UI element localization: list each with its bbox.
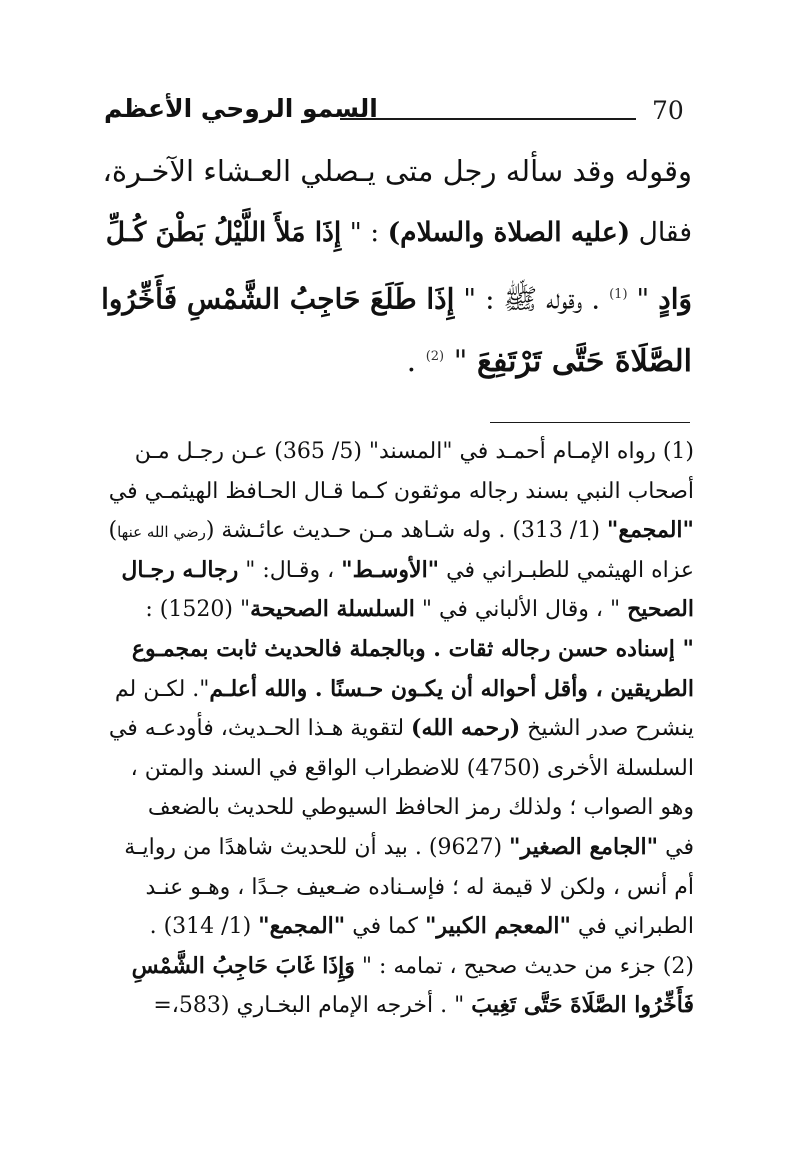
- page-header: [100, 92, 690, 136]
- footnote-line: [98, 670, 694, 710]
- footnote-text: ". لكـن لم: [114, 676, 210, 702]
- footnote-line: [98, 432, 694, 472]
- footnote-line: [98, 511, 694, 551]
- footnote-line: [98, 749, 694, 789]
- main-line-2: [98, 202, 692, 264]
- main-text-span: ": [627, 282, 659, 316]
- main-text-span: . وقوله: [537, 282, 610, 316]
- quote-bold: الصحيح: [627, 596, 694, 623]
- header-rule: [340, 118, 636, 120]
- footnote-ref-1[interactable]: (1): [609, 287, 628, 302]
- honorific-glyph: ﷺ: [503, 282, 538, 316]
- main-line-3: [98, 264, 692, 326]
- footnote-line: [98, 551, 694, 591]
- hadith-text: إِذَا مَلأَ اللَّيْلُ بَطْنَ كُـلِّ: [105, 217, 342, 248]
- footnote-text: " . أخرجه الإمام البخـاري (583،=: [153, 993, 472, 1019]
- main-line-1: [98, 140, 692, 202]
- footnote-text: (2) جزء من حديث صحيح ، تمامه : ": [354, 953, 694, 979]
- source-title: "المعجم الكبير": [424, 913, 571, 940]
- hadith-text: فَأَخِّرُوا الصَّلَاةَ حَتَّى تَغِيبَ: [471, 992, 694, 1019]
- main-text-span: فقال: [630, 217, 692, 248]
- footnote-line: [98, 986, 694, 1026]
- footnote-text: (1/ 313) . وله شـاهد مـن حـديث عائـشة (: [205, 518, 607, 544]
- quote-bold: رجالـه رجـال: [121, 556, 239, 583]
- hadith-text: إِذَا طَلَعَ حَاجِبُ الشَّمْسِ فَأَخِّرُوا: [101, 282, 455, 316]
- footnote-ref-2[interactable]: (2): [425, 349, 445, 364]
- quote-bold: الطريقين ، وأقل أحواله أن يكـون حـسنًا . والله أعلـم: [209, 675, 694, 702]
- footnote-line: [98, 947, 694, 987]
- footnote-line: [98, 590, 694, 630]
- footnote-line: [98, 472, 694, 512]
- footnote-line: [98, 788, 694, 828]
- footnote-line: [98, 868, 694, 908]
- source-title: "الجامع الصغير": [509, 833, 659, 860]
- footnote-line: [98, 828, 694, 868]
- source-title: "الأوسـط": [341, 556, 440, 583]
- main-text-span: ": [444, 344, 477, 379]
- page-number: 70: [652, 96, 684, 125]
- footnote-text: (9627) . بيد أن للحديث شاهدًا من روايـة: [124, 834, 510, 860]
- salutation-text: (عليه الصلاة والسلام): [387, 217, 631, 248]
- footnote-text: " (1520) :: [145, 597, 251, 623]
- hadith-text: وَادٍ: [658, 282, 692, 316]
- main-text-span: : ": [454, 282, 504, 316]
- footnote-text: ): [108, 518, 118, 544]
- footnote-text: (1) رواه الإمـام أحمـد في "المسند" (5/ 365) عـن رجـل مـن: [134, 439, 694, 464]
- running-title: السمو الروحي الأعظم: [104, 94, 378, 123]
- footnote-text: كما في: [345, 914, 425, 940]
- hadith-text: وَإِذَا غَابَ حَاجِبُ الشَّمْسِ: [131, 952, 355, 979]
- salutation-text: (رحمه الله): [411, 715, 521, 742]
- footnote-separator: [490, 422, 690, 423]
- honorific-glyph: رضي الله عنها: [117, 523, 206, 542]
- main-line-4: [98, 326, 692, 388]
- footnote-text: ، وقـال: ": [238, 557, 342, 583]
- footnote-text: " ، وقال الألباني في ": [414, 597, 628, 623]
- footnote-text: وهو الصواب ؛ ولذلك رمز الحافظ السيوطي للحديث بالضعف: [147, 795, 694, 821]
- footnote-text: أم أنس ، ولكن لا قيمة له ؛ فإسـناده ضـعيف جـدًا ، وهـو عنـد: [145, 874, 694, 900]
- footnote-text: لتقوية هـذا الحـديث، فأودعـه في: [108, 716, 412, 742]
- footnote-text: ينشرح صدر الشيخ: [520, 716, 694, 742]
- footnotes: [98, 432, 694, 1026]
- hadith-text: الصَّلَاةَ حَتَّى تَرْتَفِعَ: [477, 344, 692, 379]
- footnote-text: أصحاب النبي بسند رجاله موثقون كـما قـال الحـافظ الهيثمـي في: [108, 478, 694, 504]
- source-title: "المجمع": [258, 913, 346, 940]
- quote-bold: " إسناده حسن رجاله ثقات . وبالجملة فالحديث ثابت بمجمـوع: [131, 635, 694, 662]
- footnote-line: [98, 907, 694, 947]
- main-text-span: : ": [341, 217, 388, 248]
- footnote-line: [98, 709, 694, 749]
- footnote-text: السلسلة الأخرى (4750) للاضطراب الواقع في السند والمتن ،: [130, 755, 694, 781]
- footnote-line: [98, 630, 694, 670]
- main-text: [98, 140, 692, 388]
- footnote-text: (1/ 314) .: [149, 914, 259, 940]
- main-text-span: .: [406, 344, 426, 379]
- source-title: السلسلة الصحيحة: [250, 596, 415, 623]
- footnote-text: عزاه الهيثمي للطبـراني في: [439, 557, 694, 583]
- footnote-text: الطبراني في: [570, 914, 694, 940]
- source-title: "المجمع": [606, 517, 694, 544]
- main-text-span: وقوله وقد سأله رجل متى يـصلي العـشاء الآخـرة،: [102, 154, 692, 188]
- footnote-text: في: [658, 834, 694, 860]
